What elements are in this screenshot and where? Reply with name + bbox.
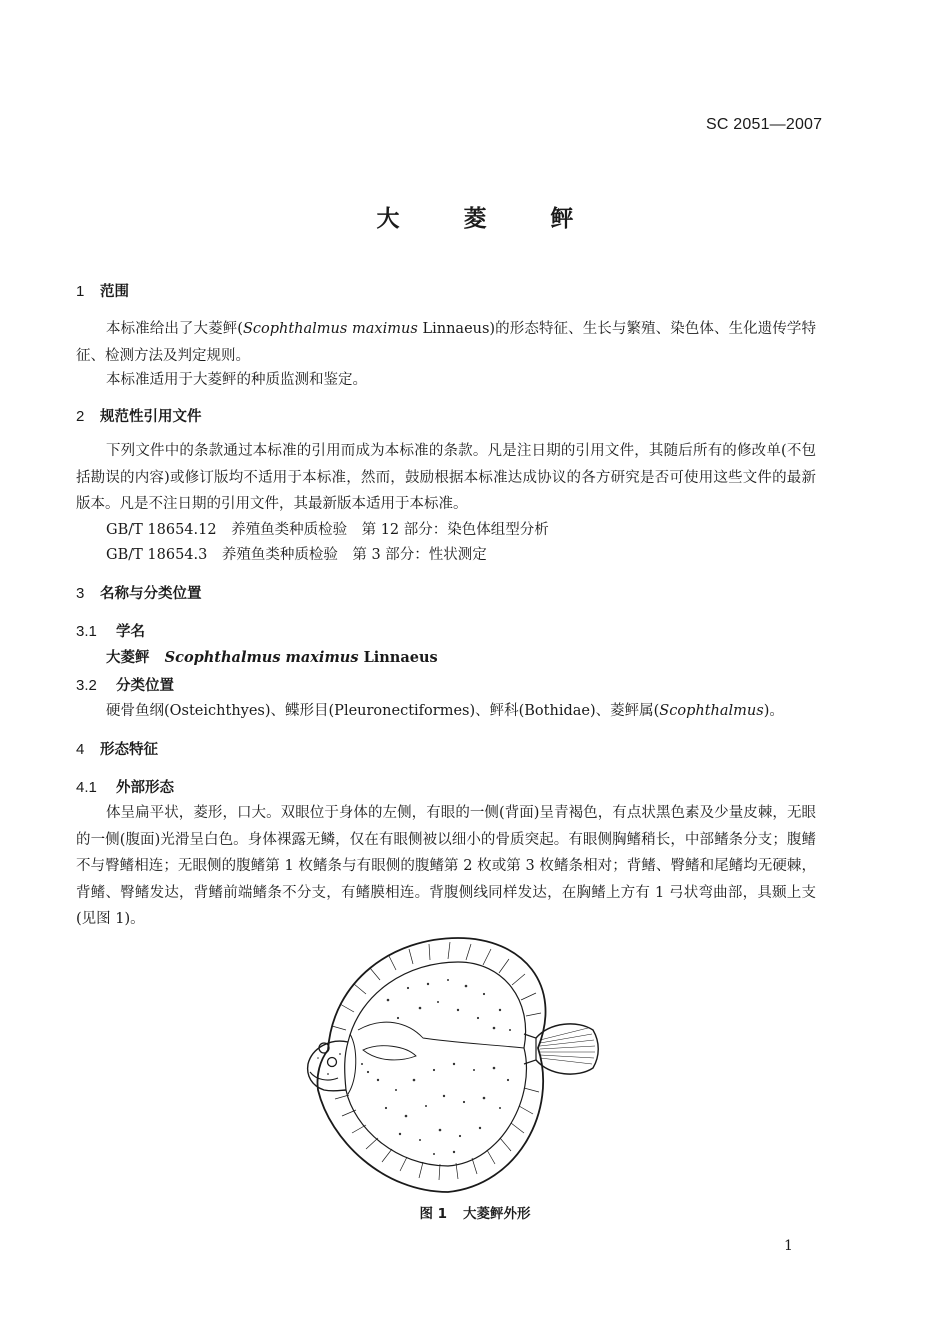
- classification-line: [106, 699, 784, 720]
- turbot-fish-illustration-icon: [288, 930, 608, 1198]
- section-3-2-number: 3.2: [76, 677, 97, 694]
- scope-text-b: Linnaeus)的形态特征、生长与繁殖、染色体、生化遗传学特征、检测方法及判定规则。: [76, 321, 817, 364]
- reference-item: GB/T 18654.12 养殖鱼类种质检验 第 12 部分：染色体组型分析: [106, 522, 549, 538]
- reference-item: GB/T 18654.3 养殖鱼类种质检验 第 3 部分：性状测定: [106, 547, 487, 563]
- classification-text-b: )。: [763, 703, 784, 719]
- section-2-paragraph: 下列文件中的条款通过本标准的引用而成为本标准的条款。凡是注日期的引用文件，其随后所有的修改单(不包括勘误的内容)或修订版均不适用于本标准，然而，鼓励根据本标准达成协议的各方研究是否可使用这些文件的最新版本。凡是不注日期的引用文件，其最新版本适用于本标准。: [76, 443, 816, 512]
- section-3-1-heading: [76, 620, 145, 641]
- section-2-number: 2: [76, 408, 85, 425]
- classification-text-a: 硬骨鱼纲(Osteichthyes)、鲽形目(Pleuronectiformes)、鲆科(Bothidae)、菱鲆属(: [106, 703, 660, 719]
- standard-code: SC 2051—2007: [706, 116, 823, 133]
- section-4-1-number: 4.1: [76, 779, 97, 796]
- section-2-heading: [76, 405, 202, 426]
- section-3-1-title: 学名: [116, 624, 145, 640]
- chinese-name: 大菱鲆: [106, 649, 150, 666]
- author-name: Linnaeus: [363, 649, 438, 666]
- section-3-number: 3: [76, 585, 85, 602]
- section-4-title: 形态特征: [100, 742, 158, 758]
- section-3-2-title: 分类位置: [116, 678, 174, 694]
- section-4-number: 4: [76, 741, 85, 758]
- section-2-title: 规范性引用文件: [100, 409, 202, 425]
- section-1-paragraph-2: 本标准适用于大菱鲆的种质监测和鉴定。: [106, 372, 367, 388]
- section-3-heading: [76, 582, 202, 603]
- figure-caption: [0, 1202, 950, 1222]
- latin-name: Scophthalmus maximus: [164, 649, 359, 666]
- section-4-1-paragraph: 体呈扁平状，菱形，口大。双眼位于身体的左侧，有眼的一侧(背面)呈青褐色，有点状黑色素及少量皮棘，无眼的一侧(腹面)光滑呈白色。身体裸露无鳞，仅在有眼侧被以细小的骨质突起。有眼侧胸鳍稍长，中部鳍条分支；腹鳍不与臀鳍相连；无眼侧的腹鳍第 1 枚鳍条与有眼侧的腹鳍第 2 枚或第 3 枚鳍条相对；背鳍、臀鳍和尾鳍均无硬棘，背鳍、臀鳍发达，背鳍前端鳍条不分支，有鳍膜相连。背腹侧线同样发达，在胸鳍上方有 1 弓状弯曲部，具颞上支(见图 1)。: [76, 805, 816, 927]
- section-1-heading: [76, 280, 129, 301]
- scientific-name-line: [106, 646, 438, 667]
- section-4-1-heading: [76, 776, 174, 797]
- section-3-title: 名称与分类位置: [100, 586, 202, 602]
- section-1-number: 1: [76, 283, 85, 300]
- figure-label: 图 1: [419, 1206, 448, 1222]
- section-4-heading: [76, 738, 158, 759]
- page-number: 1: [784, 1238, 793, 1254]
- document-title: 大 菱 鲆: [376, 206, 602, 232]
- section-4-1-title: 外部形态: [116, 780, 174, 796]
- section-3-1-number: 3.1: [76, 623, 97, 640]
- scope-text-a: 本标准给出了大菱鲆(: [106, 321, 243, 337]
- section-3-2-heading: [76, 674, 174, 695]
- figure-1: [288, 930, 608, 1202]
- genus-latin-name: Scophthalmus: [659, 703, 764, 719]
- section-1-paragraph-1: [76, 316, 816, 369]
- figure-caption-text: 大菱鲆外形: [463, 1206, 531, 1222]
- scope-scientific-name: Scophthalmus maximus: [242, 321, 418, 337]
- section-1-title: 范围: [100, 284, 129, 300]
